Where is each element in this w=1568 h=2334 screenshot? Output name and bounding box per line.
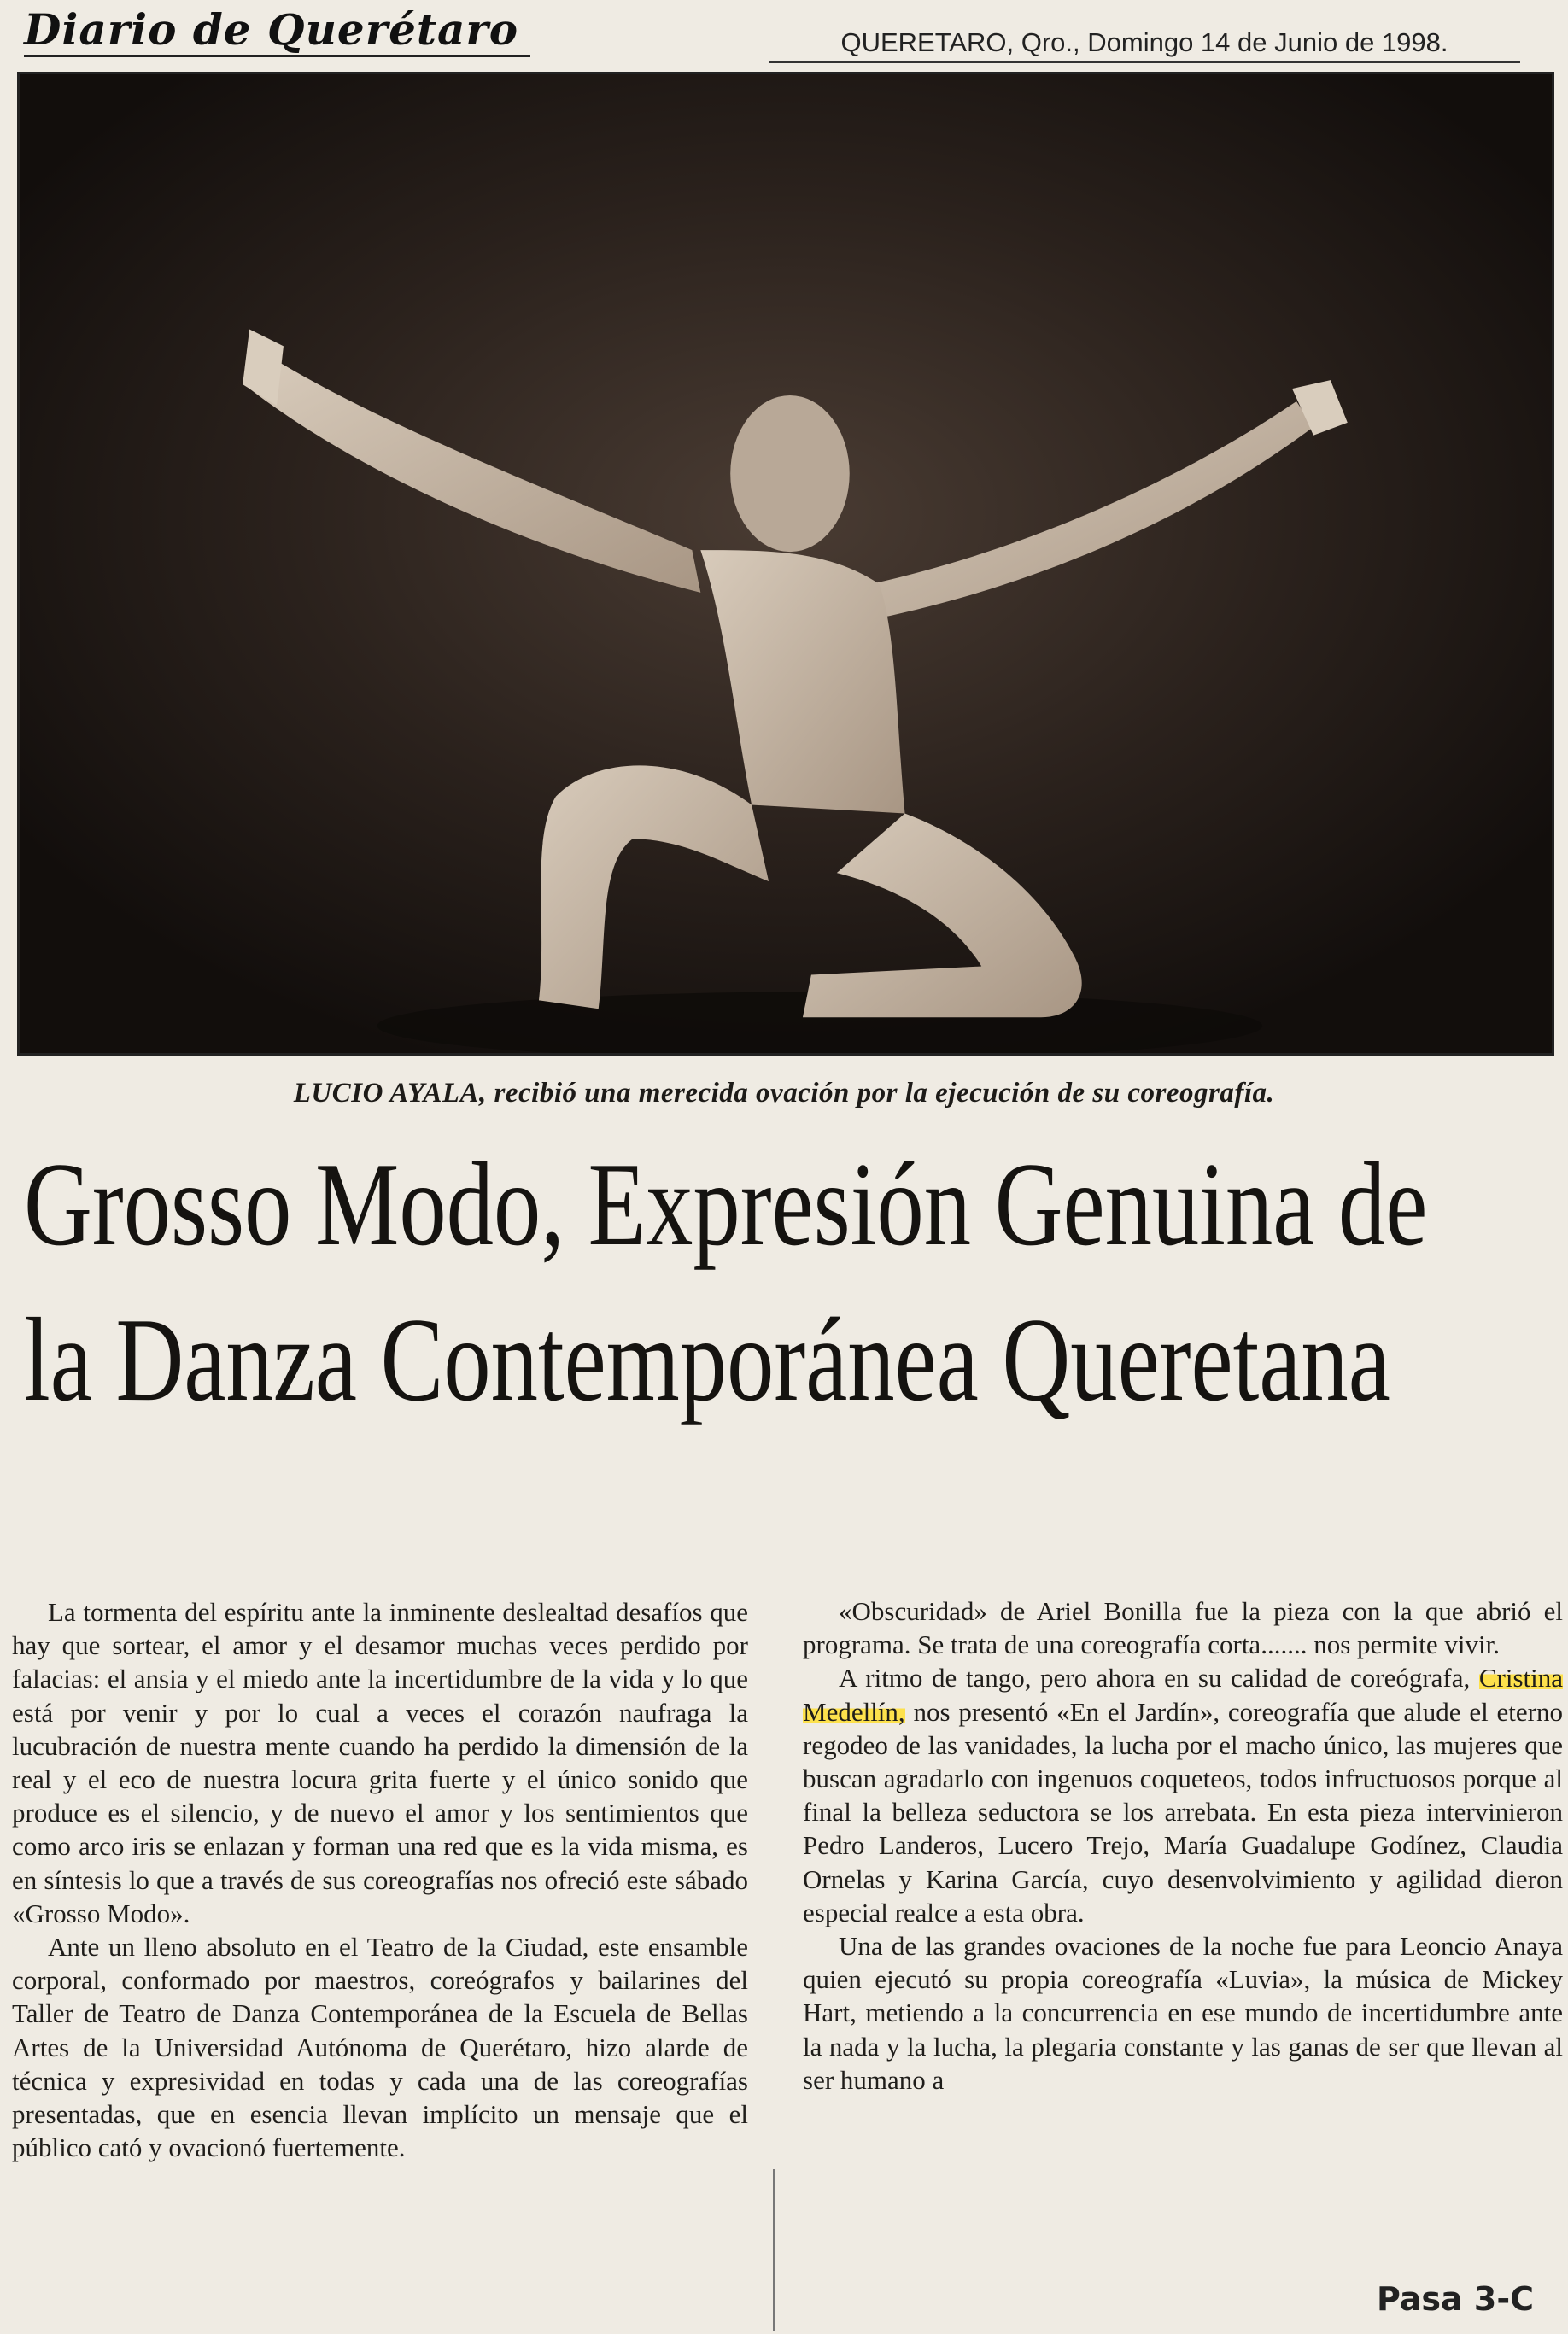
paragraph — [803, 1661, 1563, 1929]
dancer-photo-icon — [20, 74, 1552, 1053]
highlighted-name: Cristina Medellín, — [803, 1663, 1563, 1727]
text-run: A ritmo de tango, pero ahora en su calidad de coreógrafa, — [839, 1663, 1471, 1693]
text-run: nos presentó «En el Jardín», coreografía que alude el eterno regodeo de las vanidades, la lucha por el macho único, las mujeres que buscan agradarlo con ingenuos coqueteos, todos infructuosos porque al final la belleza seductora se los arrebata. En esta pieza intervinieron Pedro Landeros, Lucero Trejo, María Guadalupe Godínez, Claudia Ornelas y Karina García, cuyo desenvolvimiento y agilidad dieron especial realce a esta obra. — [803, 1696, 1563, 1927]
column-divider — [773, 2169, 775, 2331]
dateline: QUERETARO, Qro., Domingo 14 de Junio de 1998. — [769, 22, 1520, 63]
photo-caption: LUCIO AYALA, recibió una merecida ovación por la ejecución de su coreografía. — [293, 1078, 1275, 1109]
paragraph: Ante un lleno absoluto en el Teatro de la Ciudad, este ensamble corporal, conformado por maestros, coreógrafos y bailarines del Taller de Teatro de Danza Contemporánea de la Escuela de Bellas Artes de la Universidad Autónoma de Querétaro, hizo alarde de técnica y expresividad en todas y cada una de las coreografías presentadas, que en esencia llevan implícito un mensaje que el público cató y ovacionó fuertemente. — [12, 1932, 748, 2163]
headline-line-1: Grosso Modo, Expresión Genuina de — [24, 1138, 1428, 1271]
paragraph: Una de las grandes ovaciones de la noche fue para Leoncio Anaya quien ejecutó su propia coreografía «Luvia», la música de Mickey Hart, metiendo a la concurrencia en ese mundo de incertidumbre ante la nada y la lucha, la plegaria constante y las ganas de ser que llevan al ser humano a — [803, 1931, 1563, 2095]
headline-line-2: la Danza Contemporánea Queretana — [24, 1294, 1390, 1426]
article-column-right — [803, 1594, 1563, 2097]
paragraph: «Obscuridad» de Ariel Bonilla fue la pieza con la que abrió el programa. Se trata de una coreografía corta....... nos permite vivir. — [803, 1596, 1563, 1660]
article-column-left — [12, 1595, 748, 2164]
article-photo — [17, 72, 1554, 1056]
newspaper-masthead: Diario de Querétaro — [24, 5, 530, 57]
continued-on-label: Pasa 3-C — [1376, 2280, 1534, 2318]
paragraph: La tormenta del espíritu ante la inminente deslealtad desafíos que hay que sortear, el amor y el desamor muchas veces perdido por falacias: el ansia y el miedo ante la incertidumbre de la vida y lo que está por venir y por lo cual a veces el corazón naufraga la lucubración de nuestra mente cuando ha perdido la dimensión de la real y el eco de nuestra locura grita fuerte y el único sonido que produce es el silencio, y de nuevo el amor y los sentimientos que como arco iris se enlazan y forman una red que es la vida misma, es en síntesis lo que a través de sus coreografías nos ofreció este sábado «Grosso Modo». — [12, 1597, 748, 1928]
headline — [24, 1127, 1428, 1438]
